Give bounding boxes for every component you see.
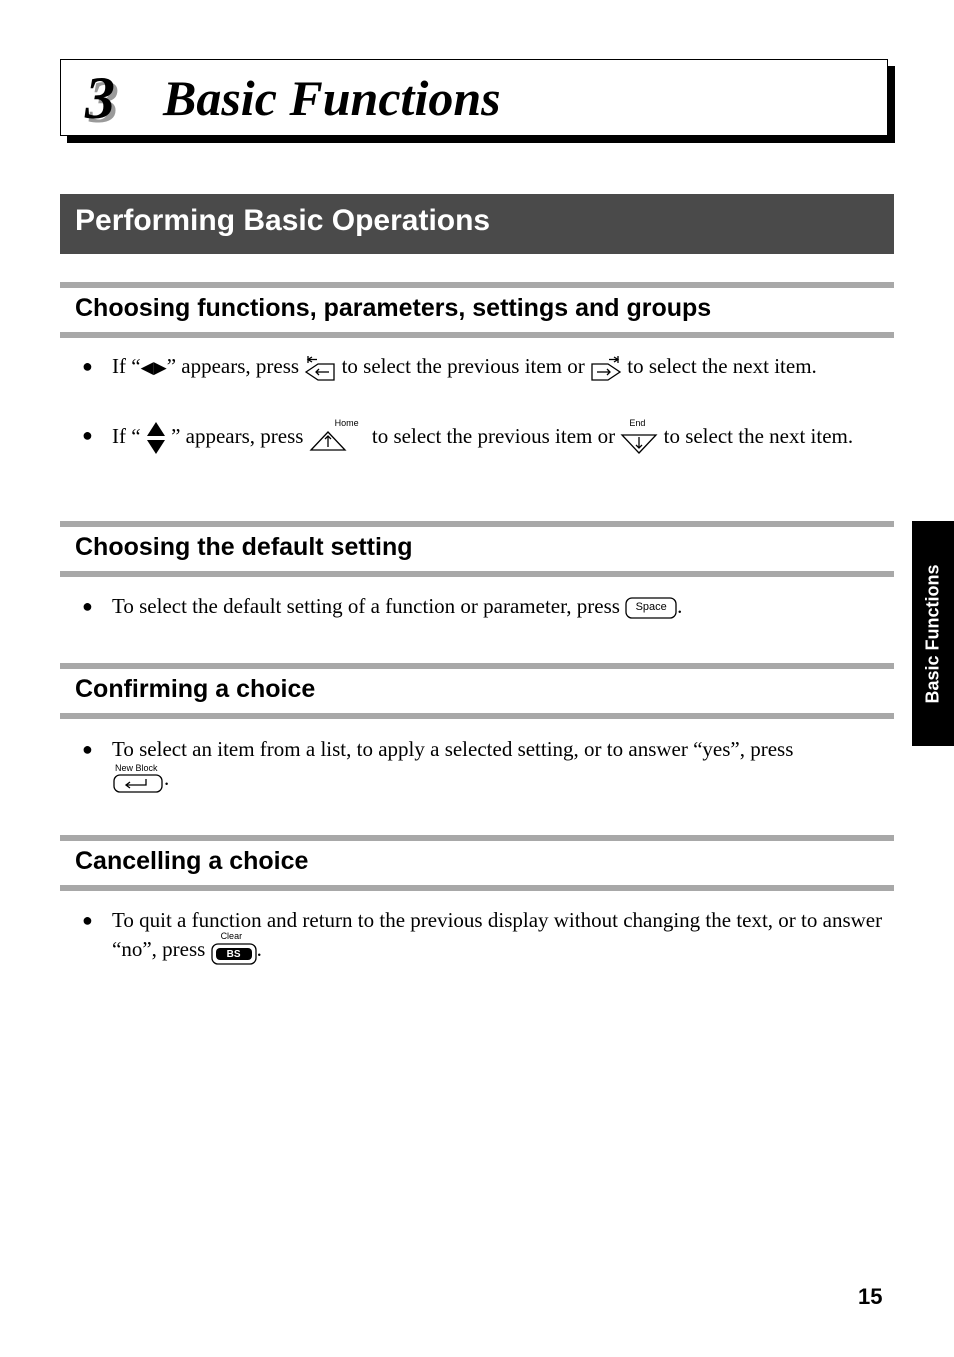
end-key-icon — [620, 418, 658, 454]
side-tab — [912, 521, 954, 746]
space-key-icon — [625, 597, 677, 619]
subsection-choosing — [60, 282, 894, 338]
clear-label: Clear — [220, 931, 243, 942]
up-down-arrows-icon — [146, 421, 166, 455]
subsection-title: Choosing the default setting — [75, 533, 413, 561]
bs-label: BS — [226, 949, 241, 961]
left-tab-key-icon — [304, 354, 336, 382]
subsection-title: Choosing functions, parameters, settings and groups — [75, 294, 712, 322]
page-number: 15 — [858, 1284, 883, 1309]
backspace-key-icon — [211, 931, 257, 965]
bullet-text: If “ ” appears, press Home to select the previous item or End to select the next item. — [112, 421, 888, 455]
bullet-icon: ● — [82, 739, 93, 759]
end-label: End — [629, 418, 646, 428]
bullet-text: If “◀▶” appears, press to select the previous item or to select the next item. — [112, 352, 888, 382]
subsection-title: Confirming a choice — [75, 675, 316, 703]
subsection-confirm — [60, 663, 894, 719]
home-label: Home — [334, 418, 359, 428]
chapter-title: Basic Functions — [163, 70, 501, 126]
enter-key-icon — [112, 763, 164, 793]
left-right-arrows-icon: ◀▶ — [140, 358, 167, 377]
space-label: Space — [635, 601, 667, 614]
home-key-icon — [309, 418, 367, 453]
bullet-text: To quit a function and return to the previous display without changing the text, or to answer “no”, press Clear BS . — [112, 906, 888, 965]
chapter-header — [60, 59, 888, 136]
bullet-icon: ● — [82, 425, 93, 445]
section-header — [60, 194, 894, 254]
section-title: Performing Basic Operations — [75, 204, 491, 237]
bullet-icon: ● — [82, 356, 93, 376]
subsection-title: Cancelling a choice — [75, 847, 309, 875]
subsection-default — [60, 521, 894, 577]
chapter-number: 3 — [85, 65, 115, 131]
side-tab-label: Basic Functions — [922, 563, 943, 704]
right-tab-key-icon — [590, 354, 622, 382]
subsection-cancel — [60, 835, 894, 891]
new-block-label: New Block — [115, 763, 158, 774]
bullet-icon: ● — [82, 910, 93, 930]
bullet-text: To select the default setting of a function or parameter, press Space . — [112, 594, 683, 618]
bullet-text: To select an item from a list, to apply a selected setting, or to answer “yes”, press New Block . — [112, 735, 888, 793]
bullet-icon: ● — [82, 596, 93, 616]
